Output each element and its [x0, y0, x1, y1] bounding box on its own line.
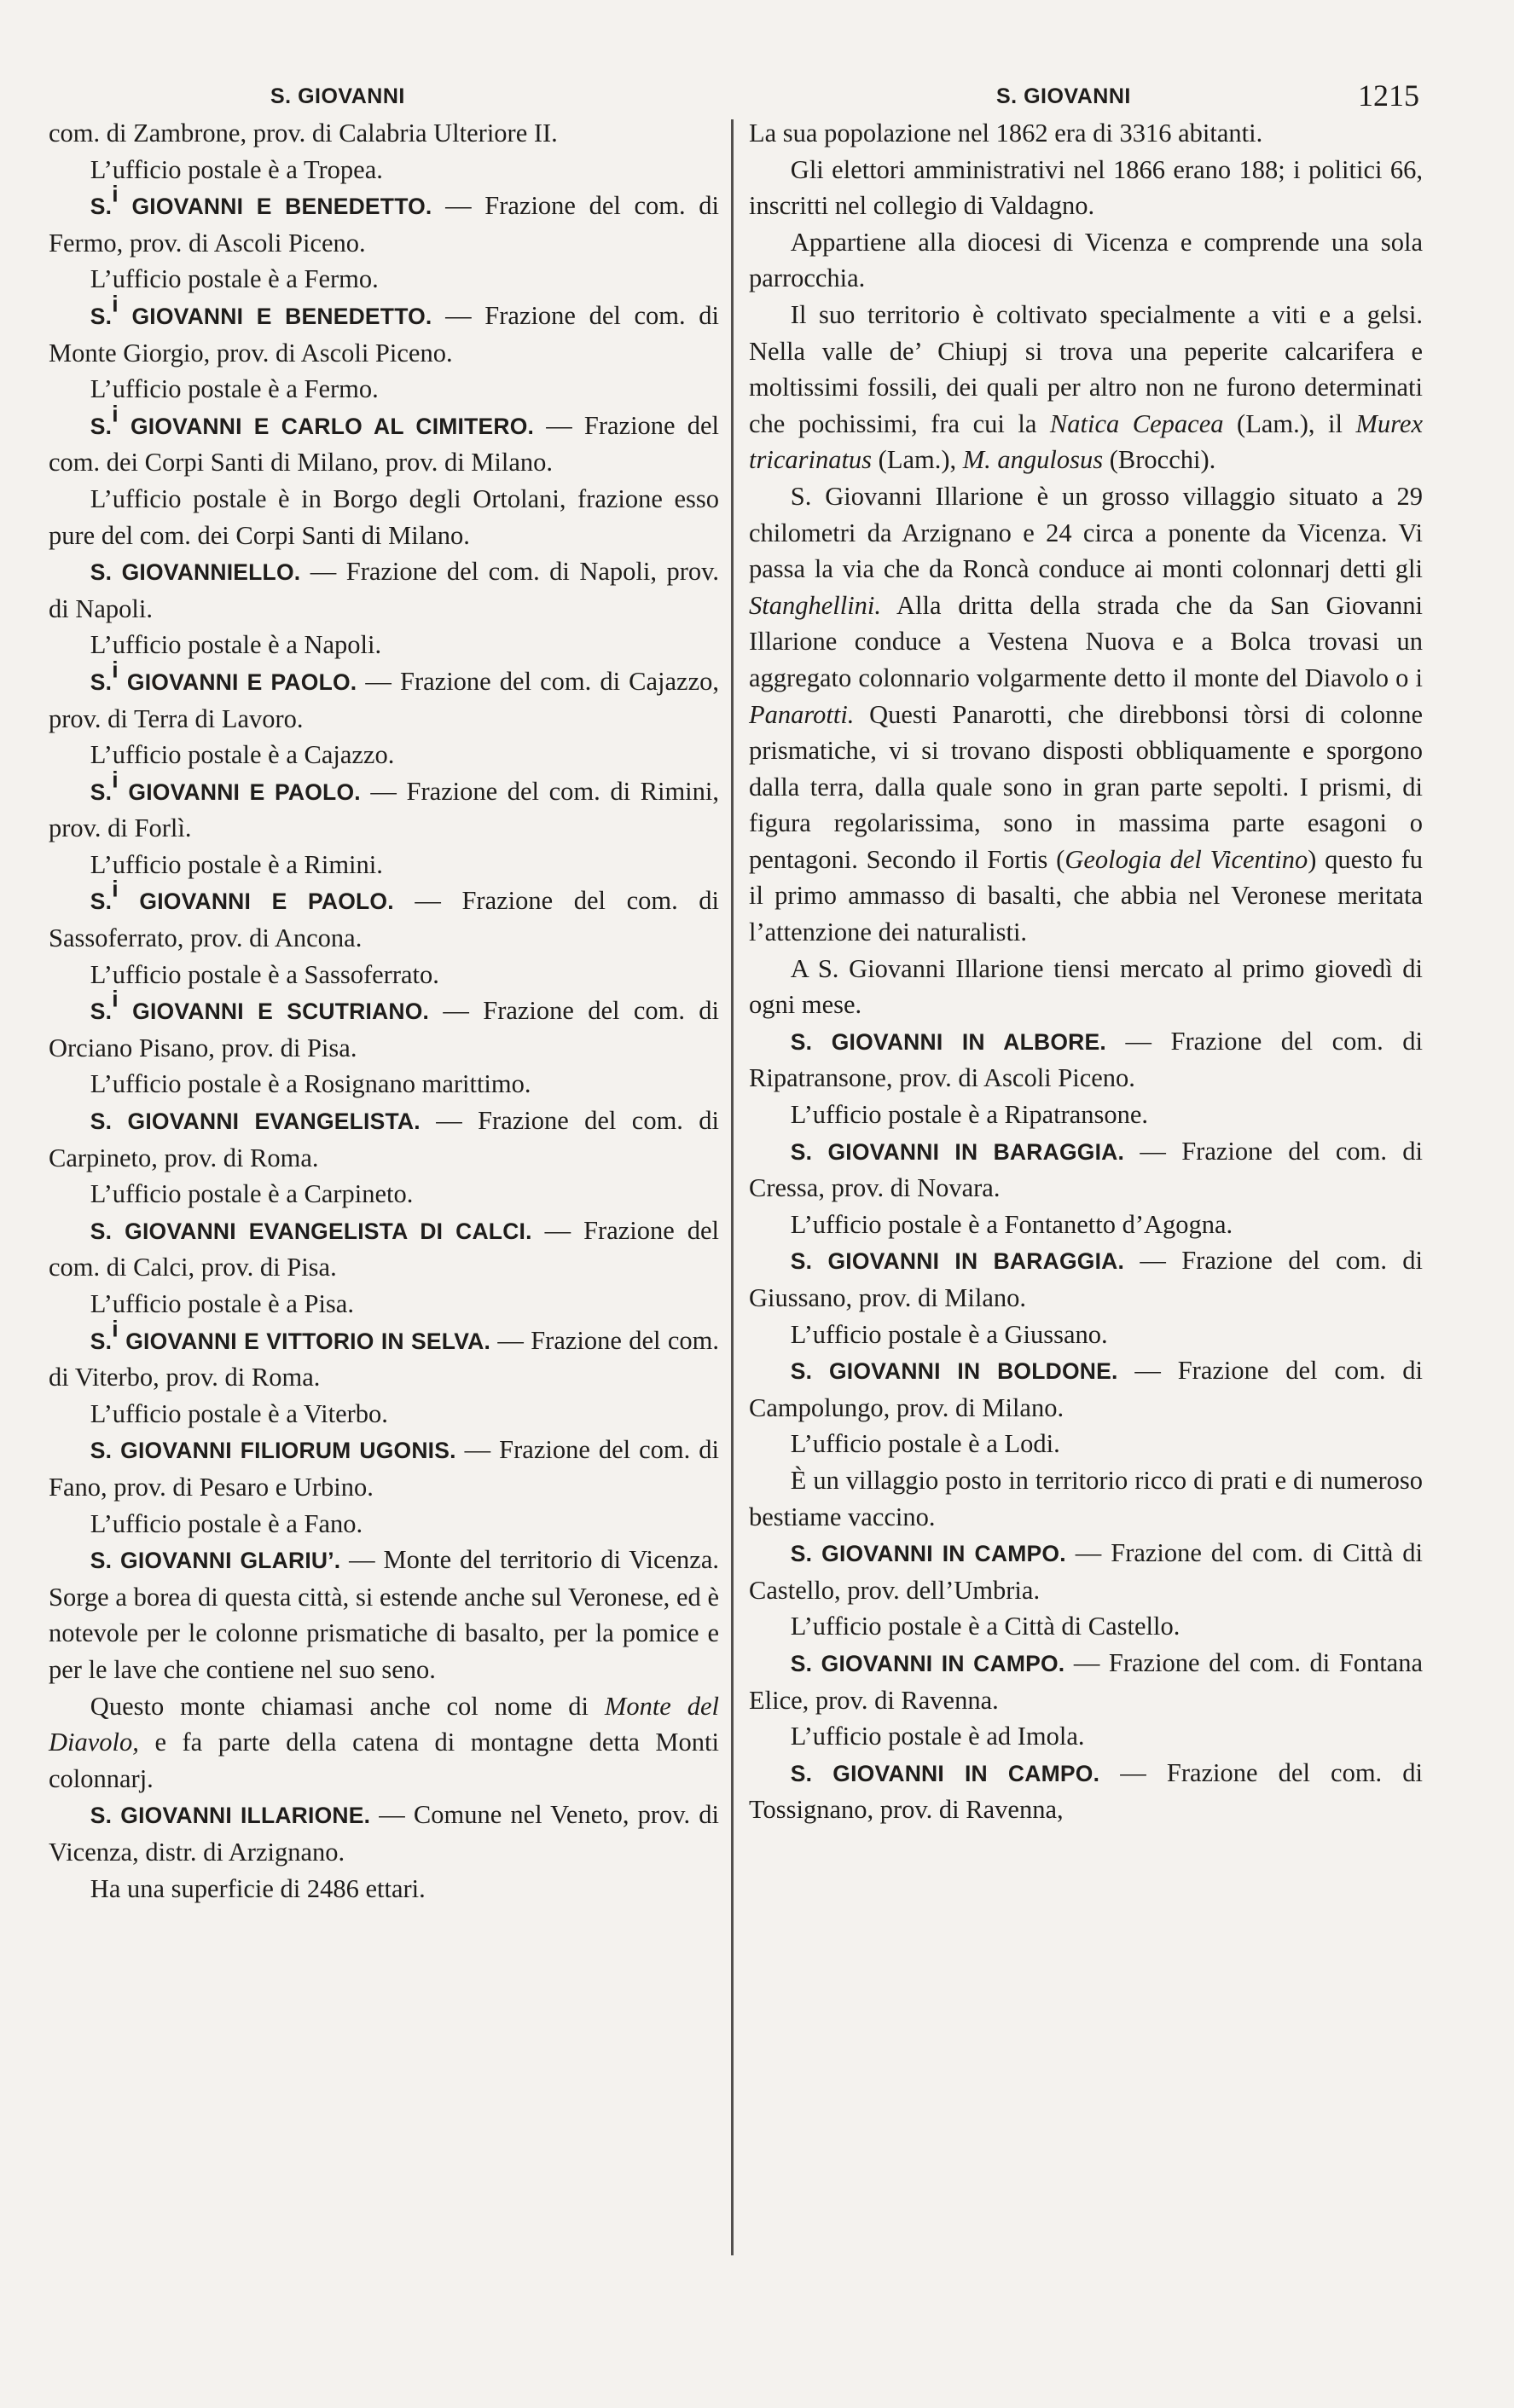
entry-text: — Frazione del com. di Napoli, prov. di Napoli. [49, 557, 720, 623]
paragraph: L’ufficio postale è a Cajazzo. [90, 740, 395, 770]
entry-name: S. GIOVANNI IN BARAGGIA. [790, 1248, 1125, 1275]
entry-superscript: i [112, 291, 119, 317]
entry-name: GIOVANNI E PAOLO. [128, 779, 361, 805]
entry [49, 1316, 720, 1396]
entry-name: S. GIOVANNI GLARIU’. [90, 1548, 341, 1574]
entry [49, 1797, 719, 1870]
running-head-left [49, 72, 719, 115]
text-run: e fa parte della catena di montagne detta Monti colonnarj. [49, 1728, 719, 1793]
text-run: Alla dritta della strada che da San Giovanni Illarione conduce a Vestena Nuova e a Bolca trovasi un aggregato colonnario volgarmente detto il monte del Diavolo o i [749, 590, 1423, 692]
entry [749, 1242, 1423, 1316]
entry [49, 181, 720, 261]
paragraph: L’ufficio postale è a Città di Castello. [790, 1612, 1180, 1641]
running-head-right [749, 72, 1423, 115]
paragraph: È un villaggio posto in territorio ricco di prati e di numeroso bestiame vaccino. [749, 1465, 1423, 1531]
running-head-title-left: S. GIOVANNI [270, 84, 405, 108]
entry [49, 401, 720, 481]
entry-prefix: S. [90, 779, 113, 805]
text-run: Il suo territorio è coltivato specialmente a viti e a gelsi. Nella valle de’ Chiupj si trova una peperite calcarifera e moltissimi fossili, dei quali per altro non ne furono determinati che pochissimi, fra cui la [749, 299, 1423, 438]
entry [749, 1023, 1423, 1097]
paragraph: L’ufficio postale è a Pisa. [90, 1289, 354, 1318]
entry-prefix: S. [90, 413, 113, 439]
text-run: (Brocchi). [1103, 445, 1216, 475]
text-run: ) questo fu il primo ammasso di basalti, che abbia nel Veronese meritata l’attenzione dei naturalisti. [749, 844, 1423, 947]
entry-superscript: i [112, 181, 119, 207]
entry-text: — Frazione del com. di Orciano Pisano, prov. di Pisa. [49, 996, 720, 1062]
entry [49, 1213, 719, 1286]
paragraph: L’ufficio postale è a Fontanetto d’Agogna. [790, 1209, 1233, 1239]
italic-term: Panarotti. [749, 699, 855, 729]
entry-name: GIOVANNI E PAOLO. [139, 889, 394, 915]
paragraph: L’ufficio postale è ad Imola. [790, 1722, 1085, 1751]
entry [49, 553, 719, 627]
text-run: Questi Panarotti, che direbbonsi tòrsi di colonne prismatiche, vi si trovano disposti obbliquamente e sporgono dalla terra, dalla quale sono in gran parte sepolti. I prismi, di figura regolarissima, sono in massima parte esagoni o pentagoni. Secondo il Fortis ( [749, 699, 1423, 874]
italic-term: Monte del Diavolo, [49, 1691, 719, 1757]
left-column-text [49, 115, 719, 1907]
entry [49, 1103, 719, 1176]
entry-text: — Frazione del com. di Tossignano, prov. di Ravenna, [749, 1757, 1423, 1825]
entry-text: — Frazione del com. di Giussano, prov. di Milano. [749, 1246, 1424, 1312]
entry [49, 1432, 719, 1505]
entry [749, 1133, 1423, 1207]
entry-text: — Frazione del com. di Fano, prov. di Pesaro e Urbino. [49, 1435, 720, 1502]
entry-name: GIOVANNI E CARLO AL CIMITERO. [130, 413, 535, 439]
paragraph: L’ufficio postale è a Fermo. [90, 374, 379, 404]
entry-text: — Frazione del com. di Rimini, prov. di Forlì. [49, 776, 719, 843]
entry-prefix: S. [90, 999, 113, 1025]
paragraph: L’ufficio postale è a Carpineto. [90, 1179, 414, 1209]
entry-prefix: S. [90, 194, 113, 220]
right-column-text [749, 115, 1423, 1828]
italic-term: M. angulosus [962, 445, 1104, 475]
entry-prefix: S. [90, 669, 113, 695]
entry-text: — Frazione del com. di Viterbo, prov. di Roma. [49, 1325, 720, 1392]
entry-name: GIOVANNI E PAOLO. [126, 669, 357, 695]
paragraph: Gli elettori amministrativi nel 1866 erano 188; i politici 66, inscritti nel collegio di Valdagno. [749, 154, 1423, 221]
entry [49, 1542, 719, 1687]
entry-superscript: i [112, 767, 119, 793]
entry [49, 986, 720, 1066]
entry-name: S. GIOVANNI ILLARIONE. [90, 1803, 371, 1829]
paragraph [749, 297, 1423, 478]
entry-text: — Frazione del com. dei Corpi Santi di Milano, prov. di Milano. [49, 410, 720, 478]
entry-text: — Comune nel Veneto, prov. di Vicenza, distr. di Arzignano. [49, 1800, 719, 1867]
page-number: 1215 [1358, 78, 1419, 113]
entry-superscript: i [112, 986, 119, 1012]
entry-name: S. GIOVANNI IN CAMPO. [790, 1650, 1065, 1676]
paragraph: L’ufficio postale è a Napoli. [90, 630, 382, 660]
running-head-title-right: S. GIOVANNI [996, 84, 1131, 108]
text-run: (Lam.), [872, 445, 963, 475]
entry-name: S. GIOVANNI IN BOLDONE. [790, 1358, 1118, 1385]
paragraph: L’ufficio postale è a Rimini. [90, 849, 383, 879]
paragraph: Ha una superficie di 2486 ettari. [90, 1873, 426, 1903]
entry-name: GIOVANNI E SCUTRIANO. [132, 999, 430, 1025]
entry [49, 657, 720, 737]
paragraph: L’ufficio postale è a Sassoferrato. [90, 959, 439, 989]
paragraph [749, 478, 1423, 951]
paragraph: L’ufficio postale è a Giussano. [790, 1319, 1108, 1349]
paragraph: L’ufficio postale è a Fermo. [90, 264, 379, 294]
entry-name: GIOVANNI E BENEDETTO. [131, 194, 432, 220]
paragraph [49, 1688, 719, 1797]
entry-name: GIOVANNI E BENEDETTO. [131, 303, 432, 329]
paragraph: com. di Zambrone, prov. di Calabria Ulteriore II. [49, 119, 558, 148]
entry-text: — Frazione del com. di Ripatransone, prov. di Ascoli Piceno. [749, 1026, 1423, 1093]
entry [49, 876, 720, 956]
entry-prefix: S. [90, 889, 113, 915]
entry-superscript: i [112, 876, 119, 902]
entry-name: S. GIOVANNI IN BARAGGIA. [790, 1138, 1125, 1165]
right-column [749, 72, 1423, 1828]
entry-superscript: i [112, 1316, 119, 1342]
paragraph: A S. Giovanni Illarione tiensi mercato al primo giovedì di ogni mese. [749, 953, 1423, 1020]
italic-term: Stanghellini. [749, 590, 882, 620]
entry-text: — Frazione del com. di Città di Castello, prov. dell’Umbria. [749, 1538, 1423, 1605]
italic-term: Natica Cepacea [1049, 408, 1224, 438]
entry-name: S. GIOVANNI EVANGELISTA. [90, 1108, 421, 1135]
entry [749, 1645, 1423, 1718]
entry-prefix: S. [90, 1328, 113, 1354]
entry-text: — Frazione del com. di Cajazzo, prov. di Terra di Lavoro. [49, 666, 720, 733]
paragraph: L’ufficio postale è a Rosignano marittimo. [90, 1069, 531, 1099]
entry-superscript: i [112, 401, 119, 427]
entry-text: — Frazione del com. di Monte Giorgio, prov. di Ascoli Piceno. [49, 300, 720, 368]
entry-name: S. GIOVANNI EVANGELISTA DI CALCI. [90, 1218, 532, 1244]
entry-prefix: S. [90, 303, 113, 329]
entry-name: S. GIOVANNI IN CAMPO. [790, 1541, 1066, 1567]
entry-superscript: i [112, 657, 119, 683]
entry-name: S. GIOVANNI IN ALBORE. [790, 1028, 1106, 1055]
paragraph: L’ufficio postale è a Ripatransone. [790, 1100, 1149, 1130]
paragraph: L’ufficio postale è in Borgo degli Ortolani, frazione esso pure del com. dei Corpi Santi di Milano. [49, 483, 719, 550]
entry-name: S. GIOVANNI FILIORUM UGONIS. [90, 1438, 456, 1464]
entry [49, 291, 720, 371]
entry-text: — Monte del territorio di Vicenza. Sorge a borea di questa città, si estende anche sul Veronese, ed è notevole per le colonne prismatiche di basalto, per la pomice e per le lave che contiene nel suo seno. [49, 1545, 719, 1684]
entry-text: — Frazione del com. di Calci, prov. di Pisa. [49, 1215, 720, 1282]
entry [749, 1535, 1423, 1608]
paragraph: Appartiene alla diocesi di Vicenza e comprende una sola parrocchia. [749, 227, 1423, 293]
entry-text: — Frazione del com. di Carpineto, prov. di Roma. [49, 1106, 720, 1172]
entry [749, 1352, 1423, 1426]
paragraph: L’ufficio postale è a Viterbo. [90, 1398, 388, 1428]
text-run: Questo monte chiamasi anche col nome di [90, 1691, 605, 1721]
italic-term: Geologia del Vicentino [1064, 844, 1308, 874]
paragraph: La sua popolazione nel 1862 era di 3316 abitanti. [749, 119, 1263, 148]
entry-text: — Frazione del com. di Fermo, prov. di Ascoli Piceno. [49, 191, 720, 258]
italic-term: Murex tricarinatus [749, 408, 1423, 475]
paragraph: L’ufficio postale è a Lodi. [790, 1429, 1060, 1459]
entry-text: — Frazione del com. di Cressa, prov. di Novara. [749, 1136, 1424, 1203]
text-run: S. Giovanni Illarione è un grosso villaggio situato a 29 chilometri da Arzignano e 24 circa a ponente da Vicenza. Vi passa la via che da Roncà conduce ai monti colonnarj detti gli [749, 481, 1423, 584]
entry-name: S. GIOVANNIELLO. [90, 559, 301, 586]
left-column [49, 72, 719, 1907]
entry-name: S. GIOVANNI IN CAMPO. [790, 1760, 1100, 1786]
paragraph: L’ufficio postale è a Fano. [90, 1508, 363, 1538]
entry [49, 767, 719, 847]
entry-text: — Frazione del com. di Fontana Elice, prov. di Ravenna. [749, 1647, 1423, 1715]
column-divider [731, 119, 734, 2255]
text-run: (Lam.), il [1223, 408, 1356, 438]
entry-text: — Frazione del com. di Campolungo, prov. di Milano. [749, 1356, 1424, 1422]
entry [749, 1755, 1423, 1828]
entry-text: — Frazione del com. di Sassoferrato, prov. di Ancona. [49, 886, 720, 953]
paragraph: L’ufficio postale è a Tropea. [90, 154, 383, 184]
entry-name: GIOVANNI E VITTORIO IN SELVA. [125, 1328, 491, 1354]
